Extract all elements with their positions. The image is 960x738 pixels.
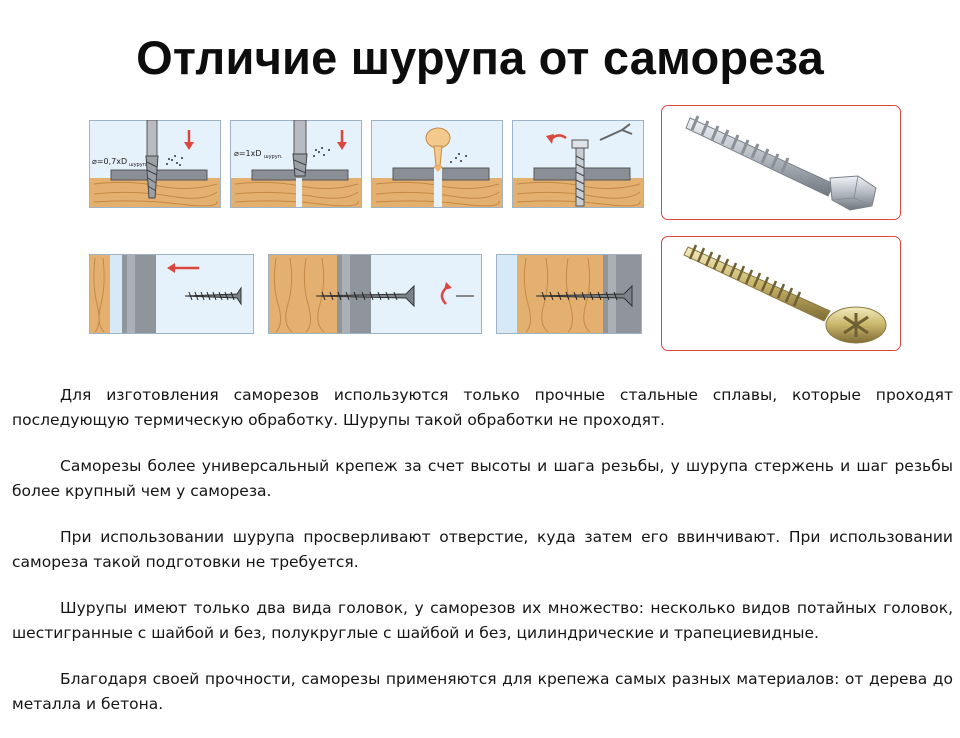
step-6-drive-self-tapping-screw [268, 254, 482, 334]
countersunk-screw-image [662, 237, 899, 349]
paragraph-4: Шурупы имеют только два вида головок, у саморезов их множество: несколько видов потайных головок, шестигранные с шайбой и без, полукруглые с шайбой и без, цилиндрические и трапециевидные. [12, 599, 953, 642]
step-1-drill-pilot-hole [89, 120, 221, 208]
paragraph-1: Для изготовления саморезов используются только прочные стальные сплавы, которые проходят последующую термическую обработку. Шурупы такой обработки не проходят. [12, 386, 953, 429]
step-4-screw-in [512, 120, 644, 208]
diameter-label-07-sub: шуруп. [129, 162, 148, 168]
wood-screw-photo [661, 105, 901, 220]
step-7-self-tapping-screw-installed [496, 254, 642, 334]
step-3-countersink [371, 120, 503, 208]
article-body [12, 383, 953, 738]
paragraph-5: Благодаря своей прочности, саморезы применяются для крепежа самых разных материалов: от дерева до металла и бетона. [12, 670, 953, 713]
diameter-label-07: ⌀=0,7xD [92, 157, 128, 166]
paragraph-2: Саморезы более универсальный крепеж за счет высоты и шага резьбы, у шурупа стержень и шаг резьбы более крупный чем у самореза. [12, 457, 953, 500]
self-tapping-screw-photo [661, 236, 901, 351]
diameter-label-1: ⌀=1xD [234, 149, 262, 158]
step-5-position-self-tapping-screw [89, 254, 254, 334]
step-2-drill-shank-hole [230, 120, 362, 208]
diameter-label-1-sub: шуруп. [264, 154, 283, 160]
hex-head-screw-image [662, 106, 899, 218]
page-title: Отличие шурупа от самореза [136, 31, 824, 84]
paragraph-3: При использовании шурупа просверливают отверстие, куда затем его ввинчивают. При использовании самореза такой подготовки не требуется. [12, 528, 953, 571]
